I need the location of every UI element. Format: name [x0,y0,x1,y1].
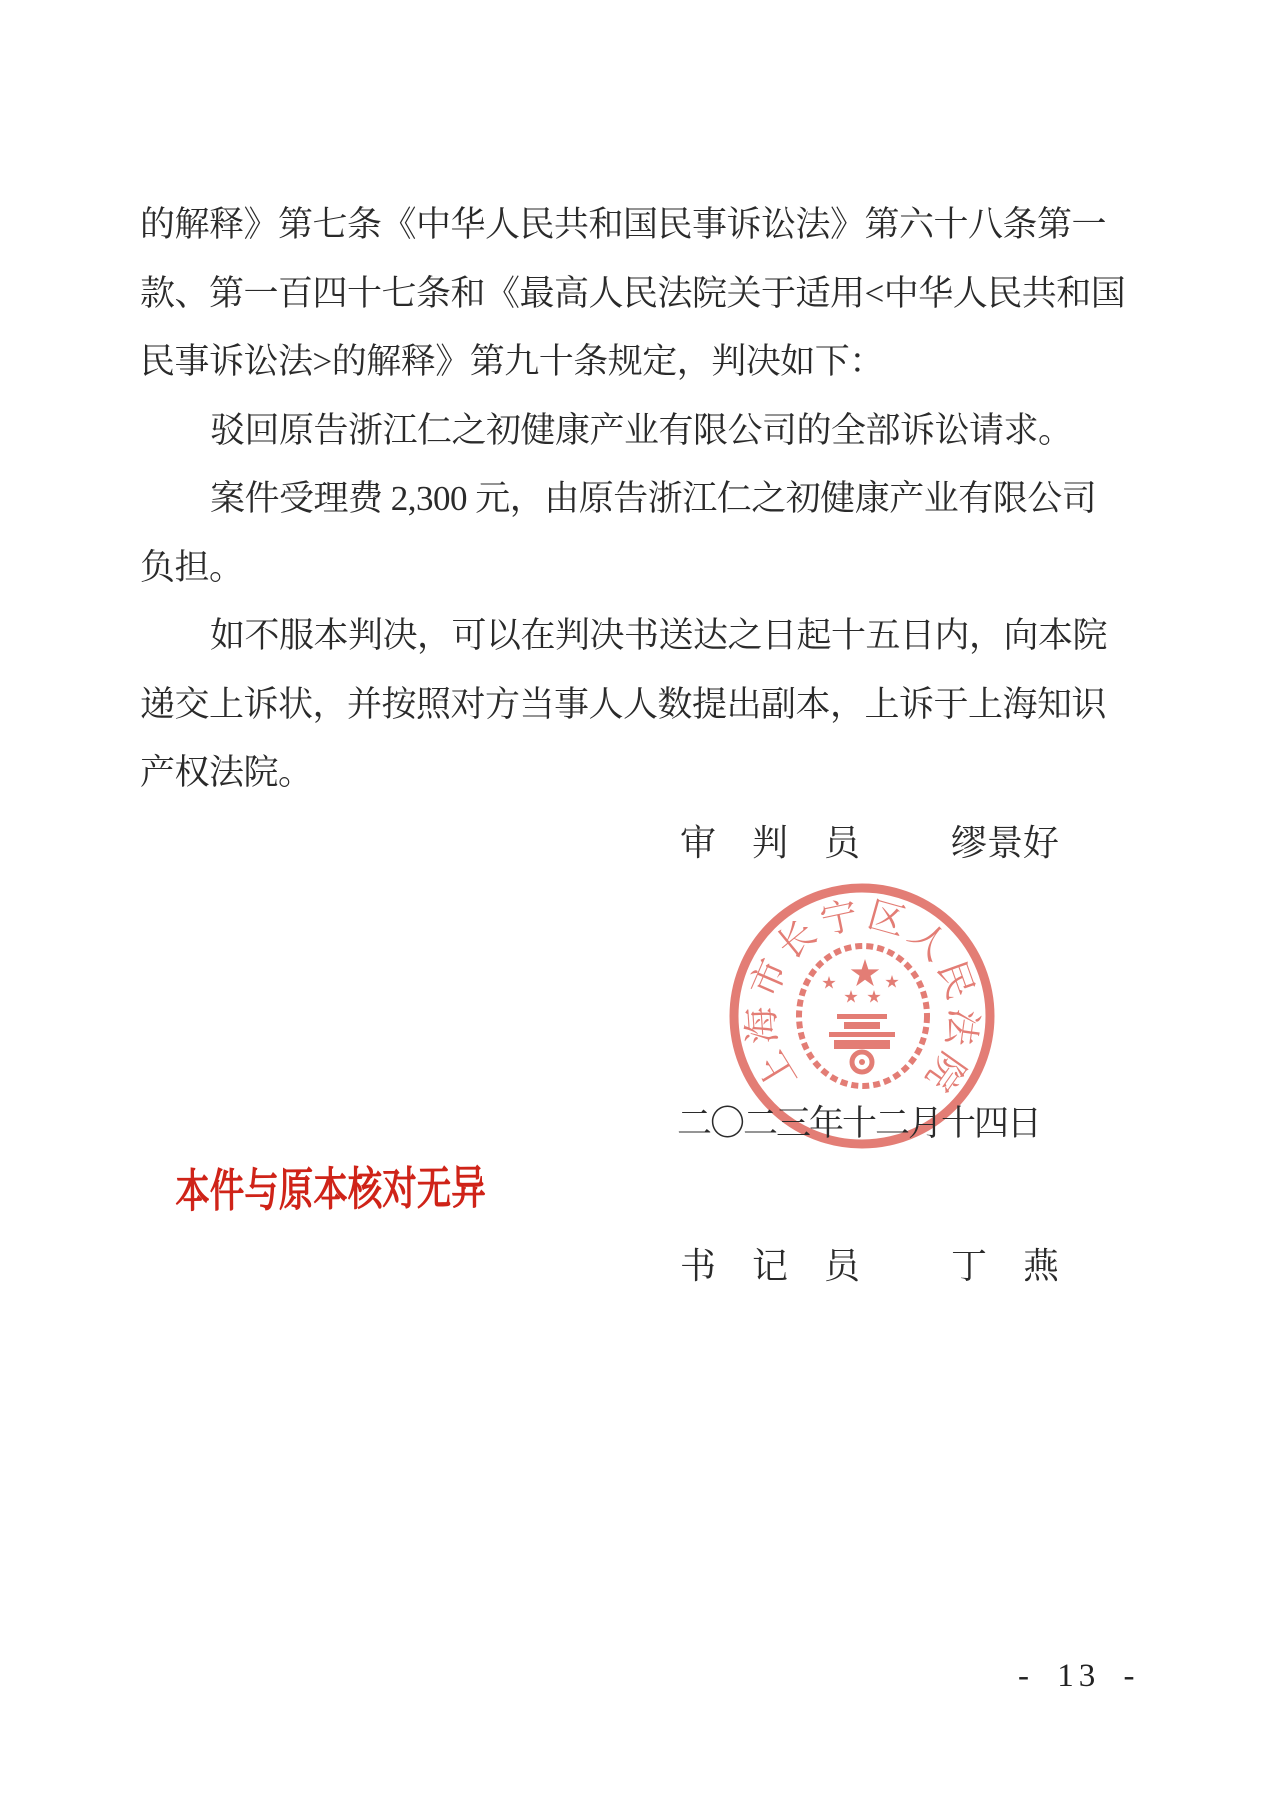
body-line: 递交上诉状，并按照对方当事人人数提出副本，上诉于上海知识 [140,684,1107,724]
national-emblem-icon [799,946,927,1086]
small-star-icon [867,990,880,1003]
clerk-role-label: 书 记 员 [680,1246,861,1286]
judgment-date: 二〇二三年十二月十四日 [677,1104,1041,1143]
small-star-icon [822,976,835,989]
body-line: 的解释》第七条《中华人民共和国民事诉讼法》第六十八条第一 [140,205,1107,244]
body-line: 款、第一百四十七条和《最高人民法院关于适用<中华人民共和国 [140,273,1126,313]
page-number: - 13 - [1018,1658,1140,1694]
small-star-icon [885,975,898,988]
body-line: 民事诉讼法>的解释》第九十条规定，判决如下： [140,342,884,381]
judge-name: 缪景好 [951,823,1060,863]
small-star-icon [844,990,857,1003]
clerk-name: 丁 燕 [951,1246,1060,1286]
body-line: 如不服本判决，可以在判决书送达之日起十五日内，向本院 [210,616,1108,655]
seal-court-name: 上海市长宁区人民法院 [740,894,984,1103]
big-star-icon [851,959,880,986]
gate-icon [829,1014,895,1049]
cog-icon [852,1052,872,1072]
judgment-body [140,191,1130,808]
body-line: 驳回原告浙江仁之初健康产业有限公司的全部诉讼请求。 [210,410,1073,450]
body-line: 案件受理费 2,300 元，由原告浙江仁之初健康产业有限公司 [210,479,1097,518]
body-line: 负担。 [140,547,244,587]
certification-stamp: 本件与原本核对无异 [175,1161,486,1217]
body-line: 产权法院。 [140,753,313,792]
judge-role-label: 审 判 员 [680,823,861,863]
